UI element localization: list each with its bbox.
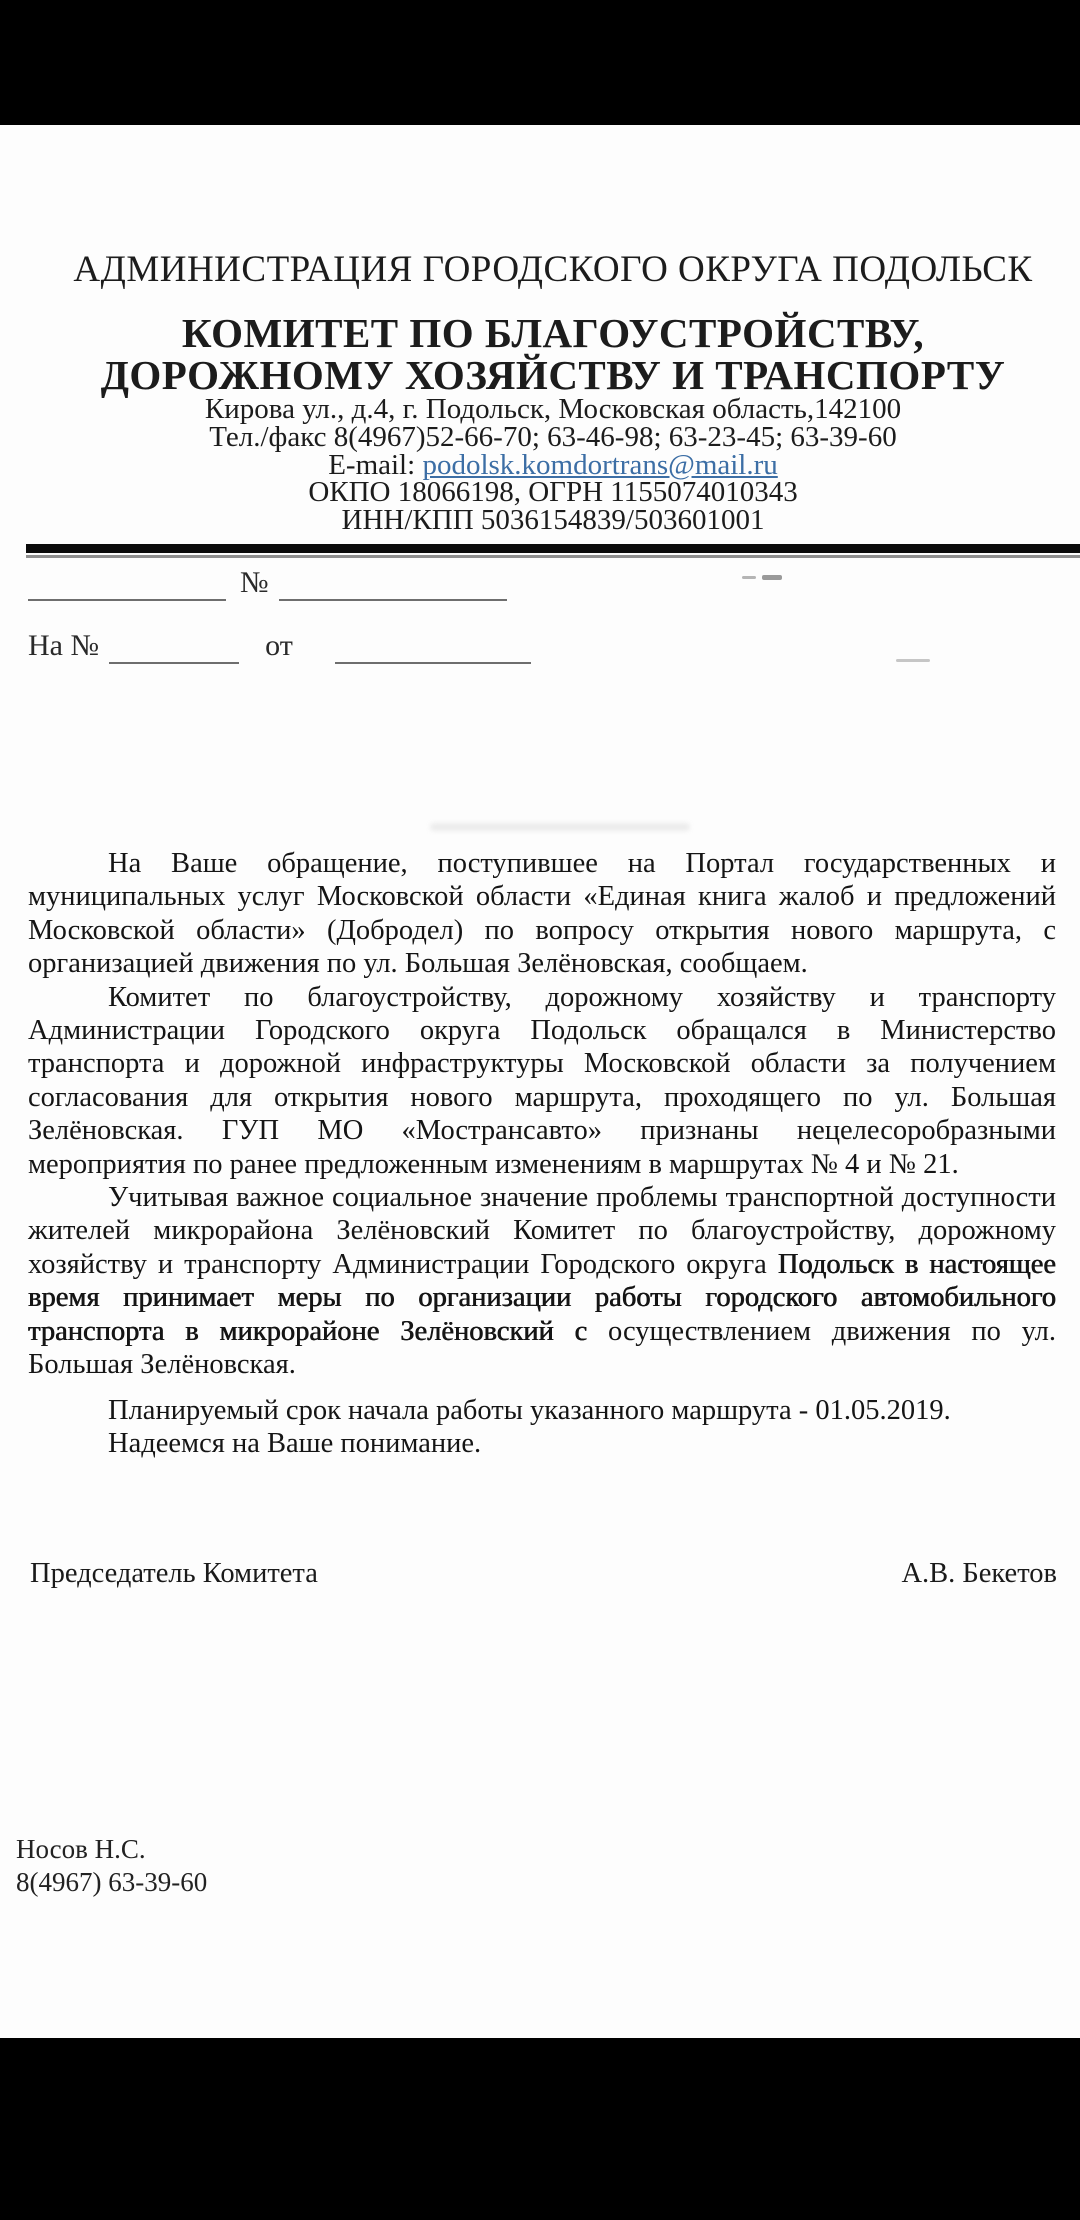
body-paragraph-1: На Ваше обращение, поступившее на Портал государственных и муниципальных услуг Московской области «Единая книга жалоб и предложений Московской области» (Добродел) по вопросу открытия нового маршрута, с организацией движения по ул. Большая Зелёновская, сообщаем.: [28, 848, 1056, 980]
divider-thin-line: [26, 555, 1080, 558]
outgoing-date-blank: [28, 569, 226, 601]
letterhead-okpo-ogrn: ОКПО 18066198, ОГРН 1155074010343: [308, 476, 798, 509]
incoming-date-blank: [335, 632, 531, 664]
signer-title: Председатель Комитета: [30, 1558, 318, 1589]
email-link[interactable]: podolsk.komdortrans@mail.ru: [422, 448, 778, 481]
email-label: E-mail:: [328, 448, 416, 481]
incoming-number-blank: [109, 632, 239, 664]
scan-artifact: [430, 823, 690, 831]
letterbox-bottom-bar: [0, 2038, 1080, 2220]
committee-name: [26, 312, 1080, 396]
outgoing-number-line: [28, 565, 507, 601]
na-no-label: На №: [28, 629, 100, 662]
outgoing-number-blank: [279, 569, 507, 601]
signer-name: А.В. Бекетов: [901, 1558, 1057, 1589]
scanned-letter-page: [0, 125, 1080, 2038]
scan-artifact: [762, 575, 782, 580]
letterhead-contacts: [26, 393, 1080, 537]
organization-name: АДМИНИСТРАЦИЯ ГОРОДСКОГО ОКРУГА ПОДОЛЬСК: [73, 249, 1033, 290]
body-paragraph-3-lead: Учитывая важное социальное значение проблемы транспортной доступности жителей микрорайона Зелёновский Комитет по благоустройству, дорожному хозяйству и транспорту Администрации Городского округа: [28, 1182, 1056, 1280]
letterhead: [26, 250, 1080, 535]
signature-row: [30, 1557, 1057, 1591]
executor-phone: 8(4967) 63-39-60: [16, 1867, 208, 1897]
letter-body: [28, 847, 1056, 1460]
body-paragraph-3-tail: осуществлением движения по ул. Большая Зелёновская.: [28, 1315, 1056, 1381]
letterhead-address: Кирова ул., д.4, г. Подольск, Московская область,142100: [204, 393, 902, 425]
committee-name-line1: КОМИТЕТ ПО БЛАГОУСТРОЙСТВУ,: [181, 310, 925, 356]
body-paragraph-5: Надеемся на Ваше понимание.: [108, 1427, 482, 1459]
scan-artifact: [896, 659, 930, 662]
incoming-number-line: [28, 628, 531, 664]
letterhead-inn-kpp: ИНН/КПП 5036154839/503601001: [341, 504, 765, 537]
committee-name-line2: ДОРОЖНОМУ ХОЗЯЙСТВУ И ТРАНСПОРТУ: [100, 352, 1006, 398]
executor-block: [16, 1833, 207, 1899]
letterhead-phone: Тел./факс 8(4967)52-66-70; 63-46-98; 63-23-45; 63-39-60: [209, 420, 897, 453]
number-sign: №: [240, 566, 269, 599]
letterhead-email-line: [26, 448, 1080, 481]
body-paragraph-3: [28, 1181, 1056, 1381]
letterbox-top-bar: [0, 0, 1080, 125]
ot-label: от: [265, 629, 293, 662]
letterhead-divider: [26, 544, 1080, 558]
scan-artifact: [742, 576, 756, 579]
body-paragraph-2: Комитет по благоустройству, дорожному хозяйству и транспорту Администрации Городского округа Подольск обращался в Министерство транспорта и дорожной инфраструктуры Московской области за получением согласования для открытия нового маршрута, проходящего по ул. Большая Зелёновская. ГУП МО «Мострансавто» признаны нецелесоробразными мероприятия по ранее предложенным изменениям в маршрутах № 4 и № 21.: [28, 981, 1056, 1180]
body-paragraph-3-emphasis: Подольск в настоящее время принимает меры по организации работы городского автомобильного транспорта в микрорайоне Зелёновский с: [28, 1248, 1057, 1347]
executor-name: Носов Н.С.: [16, 1834, 146, 1864]
divider-thick-line: [26, 544, 1080, 553]
body-paragraph-4: Планируемый срок начала работы указанного маршрута - 01.05.2019.: [108, 1394, 951, 1426]
